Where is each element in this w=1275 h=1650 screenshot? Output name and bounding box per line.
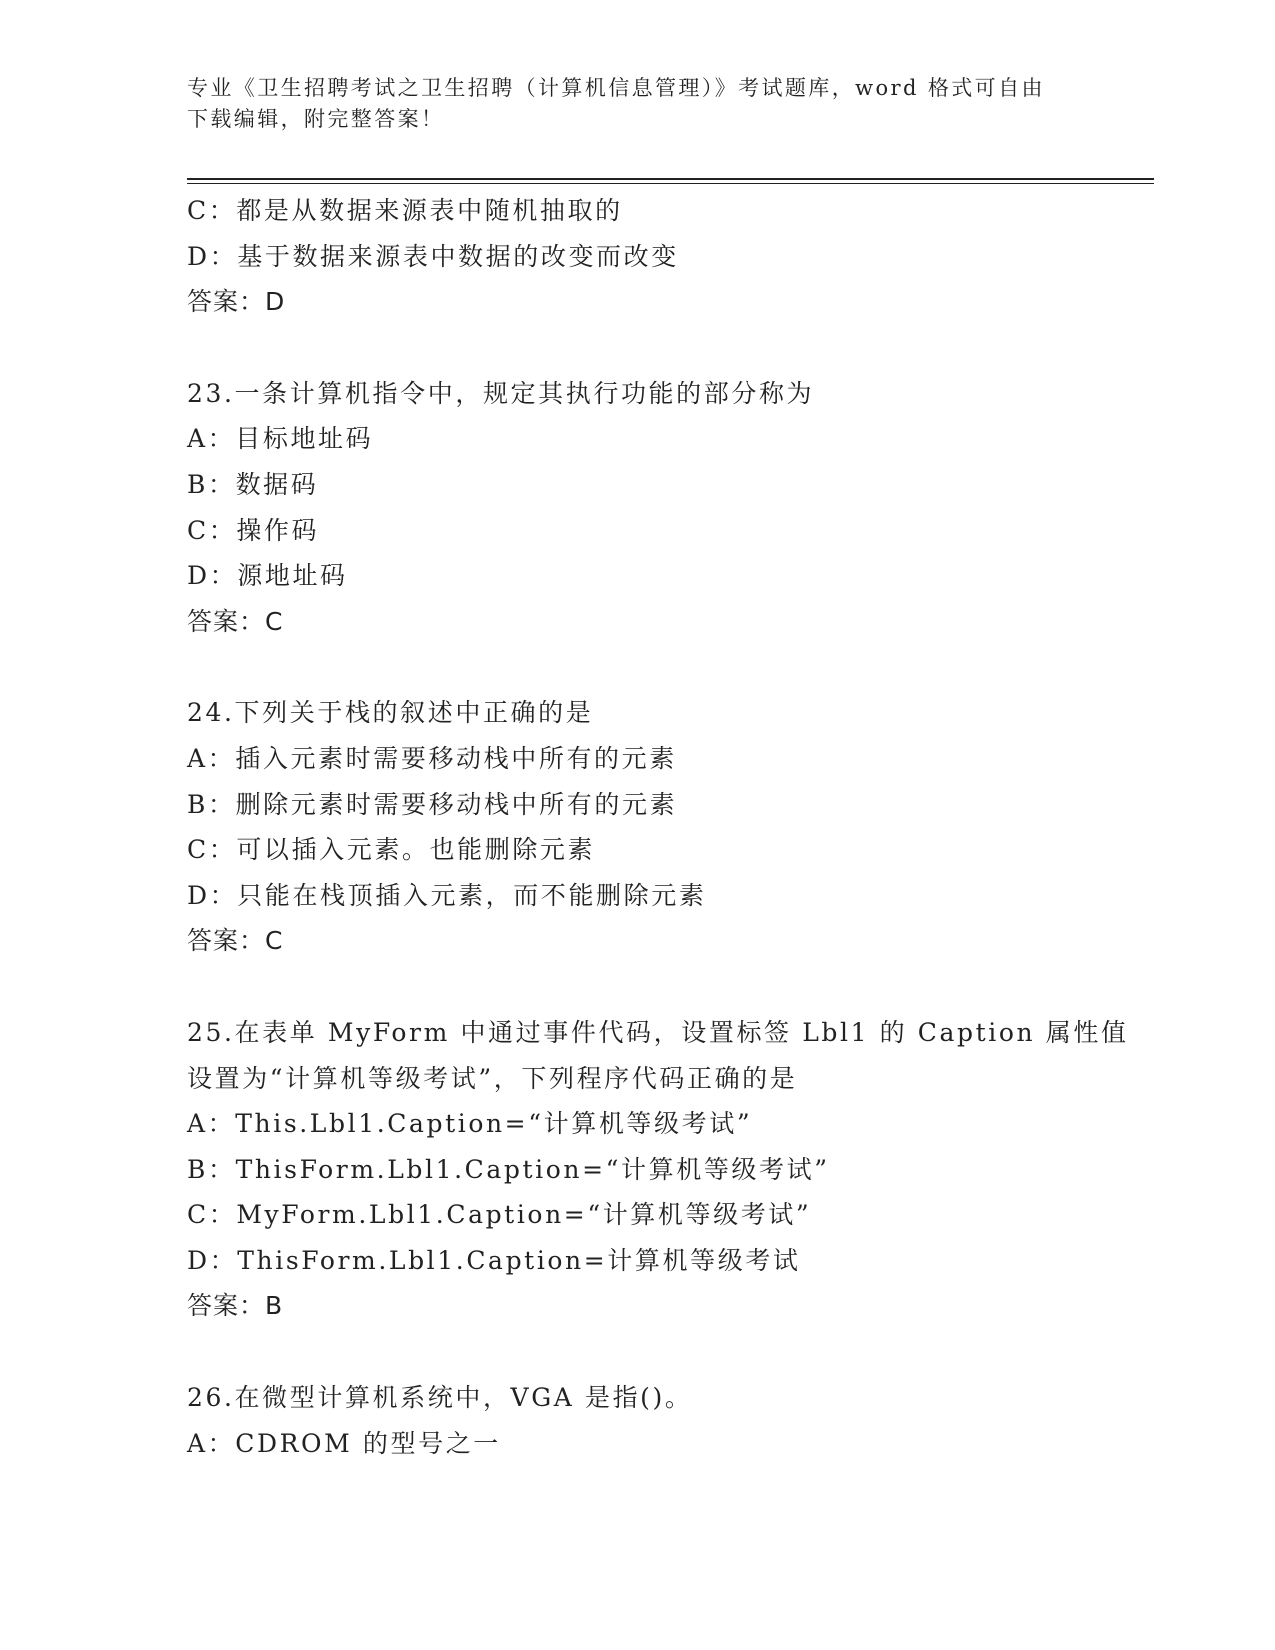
header-rule-thin	[187, 183, 1154, 184]
option-b: B：删除元素时需要移动栈中所有的元素	[187, 789, 678, 819]
option-a: A：This.Lbl1.Caption=“计算机等级考试”	[187, 1109, 753, 1139]
option-a: A：CDROM 的型号之一	[187, 1428, 501, 1458]
option-a: A：插入元素时需要移动栈中所有的元素	[187, 743, 677, 773]
option-b: B：数据码	[187, 469, 319, 499]
question-stem: 24.下列关于栈的叙述中正确的是	[187, 698, 594, 728]
option-c: C：操作码	[187, 515, 320, 545]
question-block-26	[187, 1375, 1157, 1466]
option-d: D：基于数据来源表中数据的改变而改变	[187, 241, 679, 271]
option-d: D：只能在栈顶插入元素，而不能删除元素	[187, 880, 707, 910]
answer-line: 答案：C	[187, 926, 284, 956]
option-c: C：都是从数据来源表中随机抽取的	[187, 196, 623, 225]
option-d: D：ThisForm.Lbl1.Caption=计算机等级考试	[187, 1245, 801, 1275]
answer-line: 答案：B	[187, 1291, 284, 1321]
option-d: D：源地址码	[187, 561, 348, 591]
answer-line: 答案：C	[187, 606, 284, 636]
question-stem: 26.在微型计算机系统中，VGA 是指()。	[187, 1383, 693, 1413]
question-block-22-continued	[187, 188, 1157, 325]
option-c: C：可以插入元素。也能删除元素	[187, 835, 596, 865]
header-rule-thick	[187, 178, 1154, 180]
question-list	[187, 188, 1157, 1466]
option-c: C：MyForm.Lbl1.Caption=“计算机等级考试”	[187, 1200, 812, 1230]
question-block-24	[187, 690, 1157, 964]
answer-line: 答案：D	[187, 287, 286, 317]
question-stem: 23.一条计算机指令中，规定其执行功能的部分称为	[187, 378, 815, 408]
option-a: A：目标地址码	[187, 424, 374, 454]
question-stem-line-1: 25.在表单 MyForm 中通过事件代码，设置标签 Lbl1 的 Caption 属性值	[187, 1017, 1129, 1047]
question-stem-line-2: 设置为“计算机等级考试”，下列程序代码正确的是	[187, 1063, 798, 1093]
option-b: B：ThisForm.Lbl1.Caption=“计算机等级考试”	[187, 1154, 830, 1184]
document-header: 专业《卫生招聘考试之卫生招聘（计算机信息管理）》考试题库，word 格式可自由下载编辑，附完整答案！	[187, 76, 1045, 131]
question-block-25	[187, 1010, 1157, 1329]
question-block-23	[187, 371, 1157, 645]
